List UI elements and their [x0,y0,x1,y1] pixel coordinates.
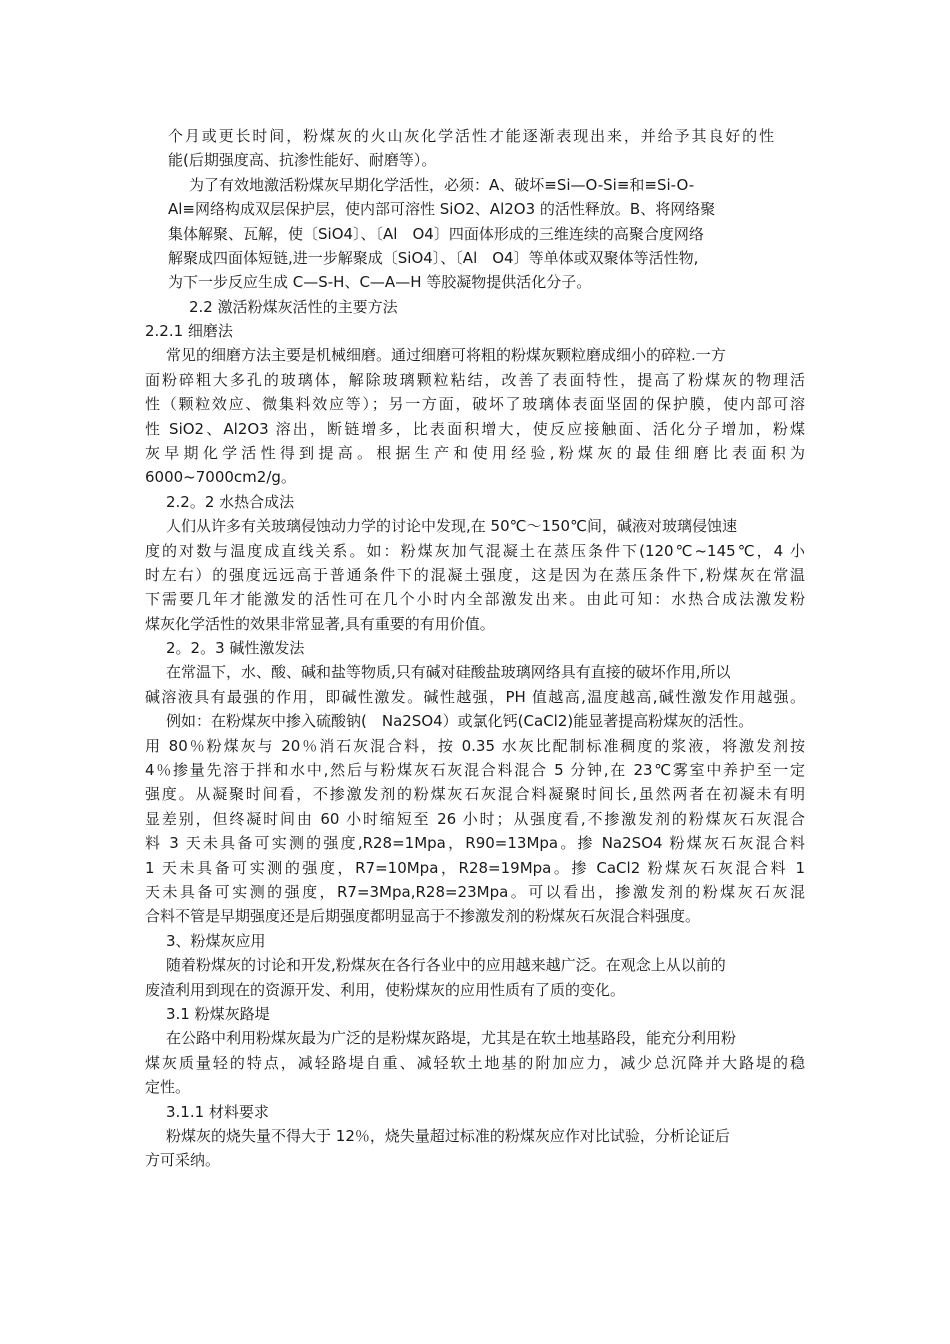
section-heading: 2.2 激活粉煤灰活性的主要方法 [189,297,398,316]
text-line: 个月或更长时间，粉煤灰的火山灰化学活性才能逐渐表现出来，并给予其良好的性 [168,127,774,145]
text-line: 度的对数与温度成直线关系。如：粉煤灰加气混凝土在蒸压条件下(120℃~145℃，4 小 [145,541,805,560]
text-line: 常见的细磨方法主要是机械细磨。通过细磨可将粗的粉煤灰颗粒磨成细小的碎粒.一方 [166,346,726,365]
text-line: 碱溶液具有最强的作用，即碱性激发。碱性越强，PH 值越高,温度越高,碱性激发作用越强。 [145,687,805,706]
text-line: 在常温下，水、酸、碱和盐等物质,只有碱对硅酸盐玻璃网络具有直接的破坏作用,所以 [166,663,731,682]
text-line: 下需要几年才能激发的活性可在几个小时内全部激发出来。由此可知：水热合成法激发粉 [145,590,805,609]
text-line: 性 SiO2、Al2O3 溶出，断链增多，比表面积增大，使反应接触面、活化分子增加，粉煤 [145,419,805,438]
text-line: 灰早期化学活性得到提高。根据生产和使用经验,粉煤灰的最佳细磨比表面积为 [145,443,805,462]
text-line: 方可采纳。 [145,1151,221,1170]
text-line: 4％掺量先溶于拌和水中,然后与粉煤灰石灰混合料混合 5 分钟,在 23℃雾室中养护至一定 [145,761,805,780]
text-line: 1 天未具备可实测的强度，R7=10Mpa，R28=19Mpa。掺 CaCl2 粉煤灰石灰混合料 1 [145,858,805,877]
subsection-heading: 2.2。2 水热合成法 [166,492,295,511]
text-line: 面粉碎粗大多孔的玻璃体，解除玻璃颗粒粘结，改善了表面特性，提高了粉煤灰的物理活 [145,370,805,389]
text-line: 性（颗粒效应、微集料效应等）；另一方面，破坏了玻璃体表面坚固的保护膜，使内部可溶 [145,395,805,414]
text-line: 合料不管是早期强度还是后期强度都明显高于不掺激发剂的粉煤灰石灰混合料强度。 [145,907,701,926]
section-heading: 3、粉煤灰应用 [166,931,266,950]
text-line: 例如：在粉煤灰中掺入硫酸钠( Na2SO4）或氯化钙(CaCl2)能显著提高粉煤灰的活性。 [166,712,754,731]
text-line: 用 80％粉煤灰与 20％消石灰混合料，按 0.35 水灰比配制标准稠度的浆液，将激发剂按 [145,736,805,755]
text-line: Al≡网络构成双层保护层，使内部可溶性 SiO2、Al2O3 的活性释放。B、将网络聚 [168,200,716,219]
text-line: 随着粉煤灰的讨论和开发,粉煤灰在各行各业中的应用越来越广泛。在观念上从以前的 [166,956,726,975]
text-line: 为了有效地激活粉煤灰早期化学活性，必须：A、破坏≡Si—O-Si≡和≡Si-O- [189,175,695,194]
body-block [145,319,805,1173]
text-line: 解聚成四面体短链,进一步解聚成〔SiO4〕、〔Al O4〕等单体或双聚体等活性物, [168,248,699,267]
text-line: 煤灰质量轻的特点，减轻路堤自重、减轻软土地基的附加应力，减少总沉降并大路堤的稳 [145,1053,805,1072]
text-line: 定性。 [145,1078,191,1097]
text-line: 废渣利用到现在的资源开发、利用，使粉煤灰的应用性质有了质的变化。 [145,980,626,999]
text-line: 在公路中利用粉煤灰最为广泛的是粉煤灰路堤，尤其是在软土地基路段，能充分利用粉 [166,1029,737,1048]
subsection-heading: 2.2.1 细磨法 [145,322,233,340]
subsection-heading: 2。2。3 碱性激发法 [166,639,305,658]
text-line: 天未具备可实测的强度，R7=3Mpa,R28=23Mpa。可以看出，掺激发剂的粉煤灰石灰混 [145,882,805,901]
text-line: 粉煤灰的烧失量不得大于 12％，烧失量超过标准的粉煤灰应作对比试验，分析论证后 [166,1126,730,1145]
intro-block [168,124,790,319]
text-line: 料 3 天未具备可实测的强度,R28=1Mpa，R90=13Mpa。掺 Na2SO4 粉煤灰石灰混合料 [145,834,805,853]
text-line: 能(后期强度高、抗渗性能好、耐磨等）。 [168,151,437,170]
text-line: 6000~7000cm2/g。 [145,468,296,487]
text-line: 煤灰化学活性的效果非常显著,具有重要的有用价值。 [145,614,495,633]
text-line: 时左右）的强度远远高于普通条件下的混凝土强度，这是因为在蒸压条件下,粉煤灰在常温 [145,565,805,584]
subsection-heading: 3.1 粉煤灰路堤 [166,1004,270,1023]
text-line: 人们从许多有关玻璃侵蚀动力学的讨论中发现,在 50℃～150℃间，碱液对玻璃侵蚀速 [166,517,737,536]
text-line: 显差别，但终凝时间由 60 小时缩短至 26 小时；从强度看,不掺激发剂的粉煤灰石灰混合 [145,809,805,828]
text-line: 集体解聚、瓦解，使〔SiO4〕、〔Al O4〕四面体形成的三维连续的高聚合度网络 [168,224,704,243]
subsection-heading: 3.1.1 材料要求 [166,1102,269,1121]
text-line: 为下一步反应生成 C—S-H、C—A—H 等胶凝物提供活化分子。 [168,273,592,292]
text-line: 强度。从凝聚时间看，不掺激发剂的粉煤灰石灰混合料凝聚时间长,虽然两者在初凝未有明 [145,785,805,804]
